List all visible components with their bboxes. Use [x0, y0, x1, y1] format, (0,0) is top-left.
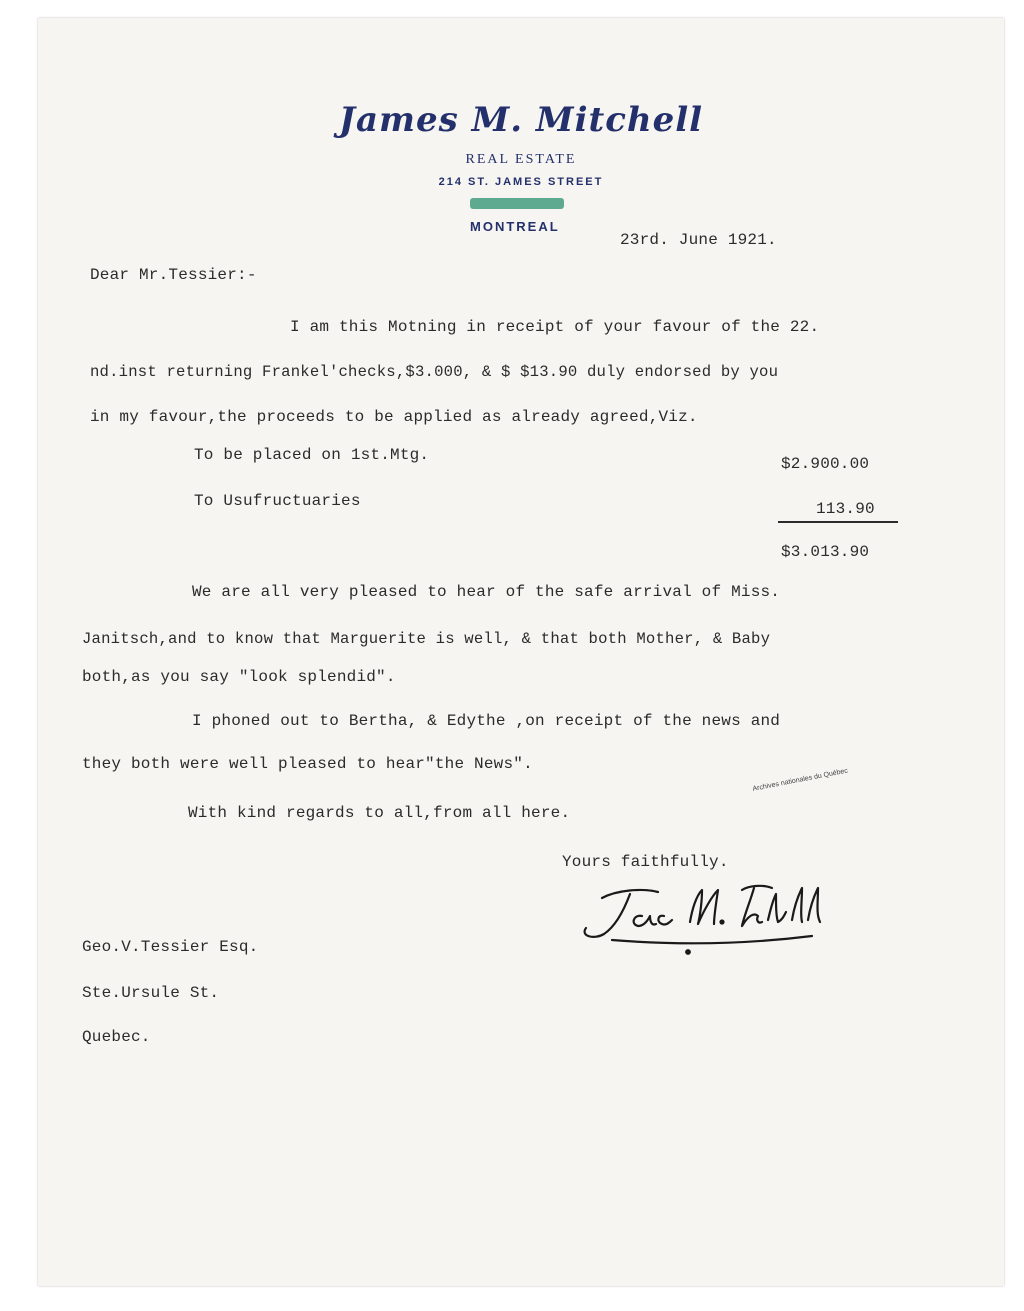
letterhead-street: 214 ST. JAMES STREET	[438, 176, 604, 188]
body-line: both,as you say "look splendid".	[82, 668, 396, 686]
ledger-label: To Usufructuaries	[194, 492, 361, 510]
ledger-total: $3.013.90	[781, 543, 870, 561]
body-line: I am this Motning in receipt of your favour of the 22.	[290, 318, 820, 336]
letterhead-struck-line	[470, 198, 564, 209]
letter-sheet	[38, 18, 1004, 1286]
body-line: I phoned out to Bertha, & Edythe ,on receipt of the news and	[192, 712, 781, 730]
letterhead-name: James M. Mitchell	[338, 100, 704, 140]
recipient-city: Quebec.	[82, 1028, 151, 1046]
recipient-street: Ste.Ursule St.	[82, 984, 220, 1002]
body-line: Janitsch,and to know that Marguerite is well, & that both Mother, & Baby	[82, 630, 771, 648]
letterhead-business: REAL ESTATE	[465, 152, 577, 167]
signature-mark	[572, 876, 832, 956]
body-line: nd.inst returning Frankel'checks,$3.000, & $ $13.90 duly endorsed by you	[90, 363, 779, 381]
body-line: in my favour,the proceeds to be applied as already agreed,Viz.	[90, 408, 698, 426]
archive-stamp: Archives nationales du Québec	[752, 767, 849, 793]
ledger-label: To be placed on 1st.Mtg.	[194, 446, 430, 464]
letter-date: 23rd. June 1921.	[620, 231, 777, 249]
body-line: With kind regards to all,from all here.	[188, 804, 571, 822]
closing: Yours faithfully.	[562, 853, 729, 871]
ledger-amount: $2.900.00	[781, 455, 870, 473]
salutation: Dear Mr.Tessier:-	[90, 266, 257, 284]
body-line: We are all very pleased to hear of the safe arrival of Miss.	[192, 583, 781, 601]
body-line: they both were well pleased to hear"the News".	[82, 755, 533, 773]
letterhead-city: MONTREAL	[470, 219, 560, 234]
ledger-total-rule	[778, 521, 898, 523]
ledger-amount: 113.90	[816, 500, 875, 518]
recipient-name: Geo.V.Tessier Esq.	[82, 938, 259, 956]
